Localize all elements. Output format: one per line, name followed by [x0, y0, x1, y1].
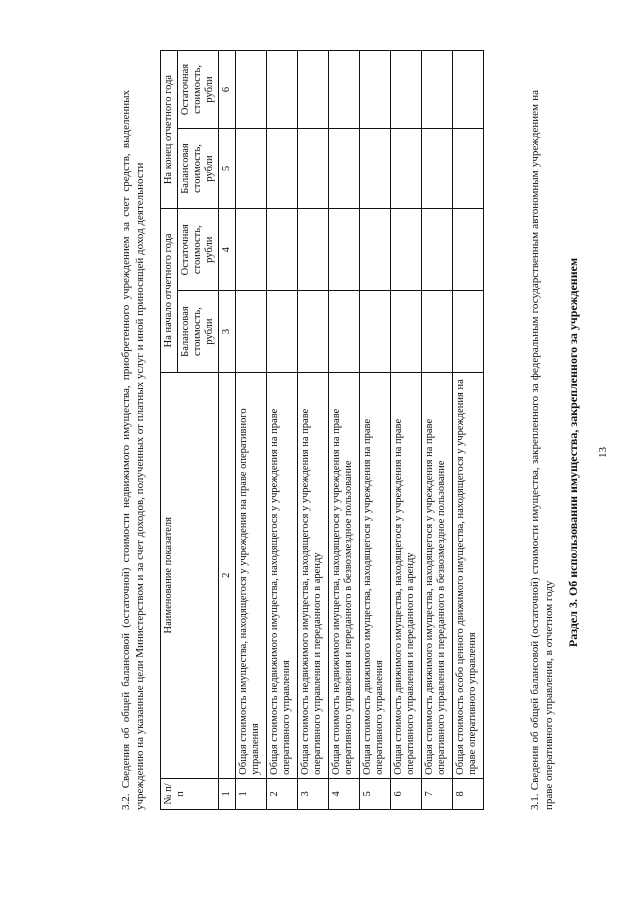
- column-index: 4: [219, 209, 236, 291]
- empty-cell: [236, 51, 267, 129]
- column-index: 6: [219, 51, 236, 129]
- empty-cell: [422, 209, 453, 291]
- empty-cell: [391, 128, 422, 208]
- empty-cell: [422, 291, 453, 372]
- indicator-name: Общая стоимость особо ценного движимого имущества, находящегося у учреждения на праве оперативного управления: [453, 372, 484, 778]
- column-index: 1: [219, 778, 236, 809]
- table-row: [360, 51, 391, 810]
- indicator-name: Общая стоимость движимого имущества, находящегося у учреждения на праве оперативного управления: [360, 372, 391, 778]
- indicator-name: Общая стоимость движимого имущества, находящегося у учреждения на праве оперативного управления и переданного в безвозмездное пользование: [422, 372, 453, 778]
- empty-cell: [298, 209, 329, 291]
- header-num: № п/п: [161, 778, 219, 809]
- column-index: 2: [219, 372, 236, 778]
- table-row: [236, 51, 267, 810]
- row-number: 4: [329, 778, 360, 809]
- row-number: 6: [391, 778, 422, 809]
- empty-cell: [267, 128, 298, 208]
- empty-cell: [360, 51, 391, 129]
- empty-cell: [329, 291, 360, 372]
- empty-cell: [267, 51, 298, 129]
- column-index: 3: [219, 291, 236, 372]
- empty-cell: [391, 291, 422, 372]
- empty-cell: [298, 51, 329, 129]
- empty-cell: [453, 51, 484, 129]
- empty-cell: [391, 51, 422, 129]
- indicator-name: Общая стоимость недвижимого имущества, находящегося у учреждения на праве оперативного управления и переданного в безвозмездное пользование: [329, 372, 360, 778]
- empty-cell: [236, 128, 267, 208]
- table-row: [422, 51, 453, 810]
- empty-cell: [453, 209, 484, 291]
- intro-paragraph: 3.1. Сведения об общей балансовой (остаточной) стоимости имущества, закрепленного за федеральным государственным автономным учреждением на праве оперативного управления, в отчетном году: [529, 90, 555, 810]
- table-row: [391, 51, 422, 810]
- row-number: 5: [360, 778, 391, 809]
- column-index-row: [219, 51, 236, 810]
- indicator-name: Общая стоимость недвижимого имущества, находящегося у учреждения на праве оперативного управления и переданного в аренду: [298, 372, 329, 778]
- table-row: [267, 51, 298, 810]
- table-row: [298, 51, 329, 810]
- header-start-balance: Балансовая стоимость, рубли: [178, 291, 219, 372]
- header-start-residual: Остаточная стоимость, рубли: [178, 209, 219, 291]
- empty-cell: [236, 291, 267, 372]
- empty-cell: [453, 128, 484, 208]
- page-number: 13: [597, 447, 609, 458]
- indicator-name: Общая стоимость движимого имущества, находящегося у учреждения на праве оперативного управления и переданного в аренду: [391, 372, 422, 778]
- indicator-name: Общая стоимость имущества, находящегося у учреждения на праве оперативного управления: [236, 372, 267, 778]
- header-end-of-year: На конец отчетного года: [161, 51, 178, 209]
- header-end-residual: Остаточная стоимость, рубли: [178, 51, 219, 129]
- row-number: 3: [298, 778, 329, 809]
- empty-cell: [360, 291, 391, 372]
- row-number: 2: [267, 778, 298, 809]
- row-number: 1: [236, 778, 267, 809]
- empty-cell: [329, 128, 360, 208]
- section-title: Раздел 3. Об использовании имущества, закрепленного за учреждением: [566, 257, 580, 648]
- property-value-table: [160, 50, 484, 810]
- empty-cell: [329, 209, 360, 291]
- header-start-of-year: На начало отчетного года: [161, 209, 178, 373]
- header-name: Наименование показателя: [161, 372, 219, 778]
- empty-cell: [422, 51, 453, 129]
- row-number: 7: [422, 778, 453, 809]
- indicator-name: Общая стоимость недвижимого имущества, находящегося у учреждения на праве оперативного управления: [267, 372, 298, 778]
- column-index: 5: [219, 128, 236, 208]
- empty-cell: [422, 128, 453, 208]
- header-end-balance: Балансовая стоимость, рубли: [178, 128, 219, 208]
- empty-cell: [360, 209, 391, 291]
- empty-cell: [391, 209, 422, 291]
- empty-cell: [298, 291, 329, 372]
- empty-cell: [267, 291, 298, 372]
- empty-cell: [267, 209, 298, 291]
- empty-cell: [453, 291, 484, 372]
- section-3-2-paragraph: 3.2. Сведения об общей балансовой (остаточной) стоимости недвижимого имущества, приобретенного учреждением за счет средств, выделенных учреждению на указанные цели Министерством и за счет доходов, полученных от платных услуг и иной приносящей доход деятельности: [120, 90, 146, 810]
- empty-cell: [298, 128, 329, 208]
- empty-cell: [329, 51, 360, 129]
- empty-cell: [236, 209, 267, 291]
- row-number: 8: [453, 778, 484, 809]
- table-row: [453, 51, 484, 810]
- table-row: [329, 51, 360, 810]
- empty-cell: [360, 128, 391, 208]
